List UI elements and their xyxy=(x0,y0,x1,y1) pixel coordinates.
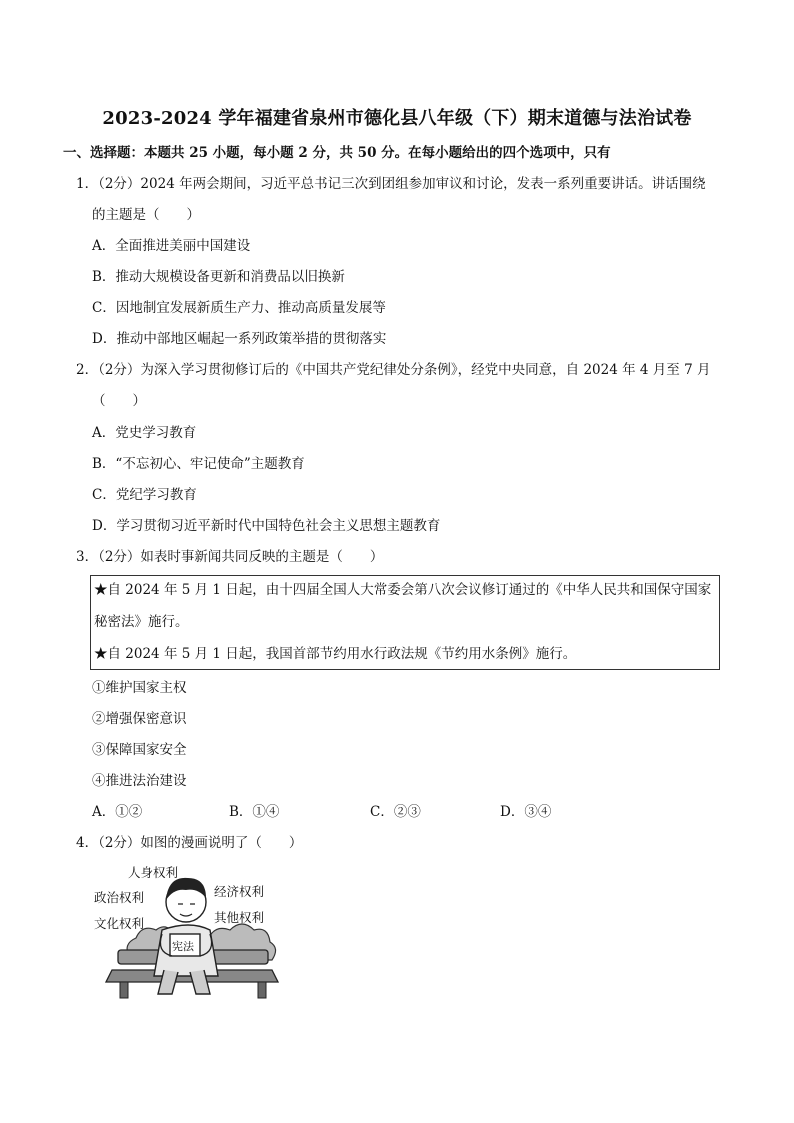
q3-choice-a: A．①② xyxy=(92,804,143,820)
q3-news-line3: ★自 2024 年 5 月 1 日起，我国首部节约用水行政法规《节约用水条例》施行。 xyxy=(94,646,577,662)
q1-option-d: D．推动中部地区崛起一系列政策举措的贯彻落实 xyxy=(92,331,387,347)
q2-stem-line2: （ ） xyxy=(92,393,146,409)
q4-stem: 4．（2分）如图的漫画说明了（ ） xyxy=(76,835,303,851)
q1-option-c: C．因地制宜发展新质生产力、推动高质量发展等 xyxy=(92,300,386,316)
q3-statement-4: ④推进法治建设 xyxy=(92,773,187,789)
label-constitution: 宪法 xyxy=(172,940,194,953)
q4-cartoon xyxy=(90,858,300,1003)
q3-news-line2: 秘密法》施行。 xyxy=(94,614,189,630)
q3-statement-3: ③保障国家安全 xyxy=(92,742,187,758)
bench-leg-left xyxy=(120,982,128,998)
q3-news-line1: ★自 2024 年 5 月 1 日起，由十四届全国人大常委会第八次会议修订通过的《中华人民共和国保守国家 xyxy=(94,582,712,598)
section-header: 一、选择题：本题共 25 小题，每小题 2 分，共 50 分。在每小题给出的四个选项中，只有 xyxy=(63,145,611,161)
q2-option-b: B．“不忘初心、牢记使命”主题教育 xyxy=(92,456,305,472)
q1-stem-line1: 1．（2分）2024 年两会期间，习近平总书记三次到团组参加审议和讨论，发表一系列重要讲话。讲话围绕 xyxy=(76,176,706,192)
q2-option-d: D．学习贯彻习近平新时代中国特色社会主义思想主题教育 xyxy=(92,518,441,534)
q1-option-b: B．推动大规模设备更新和消费品以旧换新 xyxy=(92,269,345,285)
label-cultural-rights: 文化权利 xyxy=(94,916,145,931)
q3-statement-1: ①维护国家主权 xyxy=(92,680,187,696)
bench-leg-right xyxy=(258,982,266,998)
q3-choice-c: C．②③ xyxy=(370,804,421,820)
q3-statement-2: ②增强保密意识 xyxy=(92,711,187,727)
label-personal-rights: 人身权利 xyxy=(128,865,179,880)
q2-stem-line1: 2．（2分）为深入学习贯彻修订后的《中国共产党纪律处分条例》，经党中央同意，自 2024 年 4 月至 7 月 xyxy=(76,362,711,378)
label-economic-rights: 经济权利 xyxy=(214,884,265,899)
q2-option-c: C．党纪学习教育 xyxy=(92,487,197,503)
q1-stem-line2: 的主题是（ ） xyxy=(92,207,200,223)
q1-option-a: A．全面推进美丽中国建设 xyxy=(92,238,251,254)
q3-choice-d: D．③④ xyxy=(500,804,552,820)
label-other-rights: 其他权利 xyxy=(214,910,265,925)
q3-choice-b: B．①④ xyxy=(229,804,280,820)
exam-title: 2023-2024 学年福建省泉州市德化县八年级（下）期末道德与法治试卷 xyxy=(102,108,692,129)
q2-option-a: A．党史学习教育 xyxy=(92,425,197,441)
label-political-rights: 政治权利 xyxy=(94,890,145,905)
q3-stem: 3．（2分）如表时事新闻共同反映的主题是（ ） xyxy=(76,549,384,565)
